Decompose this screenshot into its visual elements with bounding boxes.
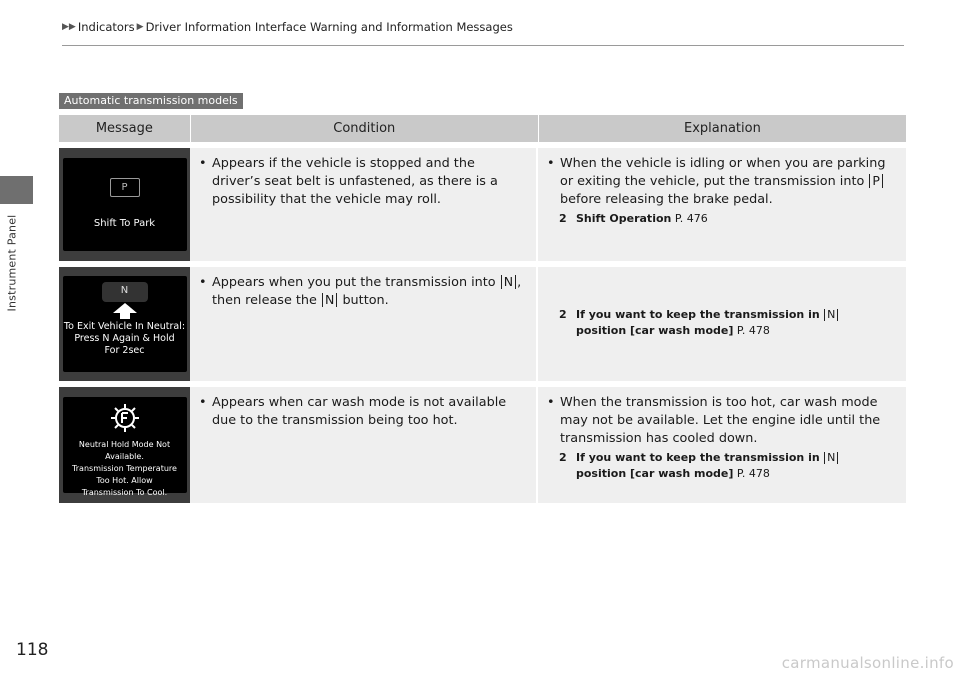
section-tab-marker [0,176,33,204]
condition-cell [190,387,538,503]
breadcrumb-arrow-icon: ▶ [136,22,144,32]
message-image-cell [59,267,190,381]
bullet-icon: • [547,395,555,410]
explanation-bullet [547,155,897,209]
key-n-icon: N [824,452,838,464]
key-p-icon: P [869,174,883,188]
up-arrow-icon [113,303,137,319]
bullet-icon: • [199,395,207,410]
gear-n-button-icon: N [102,282,148,302]
condition-bullet [199,394,527,430]
bullet-icon: • [199,156,207,171]
bullet-icon: • [547,156,555,171]
key-n-icon: N [824,309,838,321]
condition-text: Appears when car wash mode is not available due to the transmission being too hot. [212,395,507,428]
reference-arrow-icon: 2 [559,308,567,321]
key-n-icon: N [322,293,337,307]
key-n-icon: N [501,275,516,289]
breadcrumb-arrow-icon: ▶▶ [62,22,76,32]
header-message: Message [95,121,153,136]
message-image-cell [59,387,190,503]
explanation-cell [538,267,906,381]
table-row [59,267,906,381]
condition-bullet [199,155,527,209]
explanation-text: When the vehicle is idling or when you are parking or exiting the vehicle, put the transmission into P before releasing the brake pedal. [560,156,886,207]
neutral-hold-unavailable-display [63,397,187,497]
explanation-cell [538,387,906,503]
explanation-text: When the transmission is too hot, car wash mode may not be available. Let the engine idle until the transmission has cooled down. [560,395,881,446]
breadcrumb-part2[interactable]: Driver Information Interface Warning and Information Messages [145,20,513,34]
condition-cell [190,148,538,261]
table-row [59,148,906,261]
screen-text: To Exit Vehicle In Neutral: Press N Again & Hold For 2sec [63,321,186,356]
message-table [59,115,906,503]
breadcrumb-part1[interactable]: Indicators [77,20,135,34]
bullet-icon: • [199,275,207,290]
shift-to-park-display [63,158,187,251]
cross-reference-link[interactable]: 2 Shift Operation P. 476 [559,212,708,225]
explanation-cell [538,148,906,261]
cross-reference-link[interactable]: 2 If you want to keep the transmission in N position [car wash mode] P. 478 [547,307,897,339]
screen-text: Shift To Park [93,218,156,229]
page-number: 118 [16,640,49,660]
table-header [59,115,906,142]
gear-p-indicator-icon: P [110,178,140,197]
header-explanation: Explanation [683,121,761,136]
reference-arrow-icon: 2 [559,212,567,225]
explanation-bullet [547,394,897,448]
message-image-cell [59,148,190,261]
header-divider [62,45,904,46]
exit-neutral-display [63,276,187,372]
condition-cell [190,267,538,381]
breadcrumb [62,20,513,34]
screen-text: Neutral Hold Mode Not Available. Transmission Temperature Too Hot. Allow Transmission To Cool. [72,440,177,497]
condition-text: Appears if the vehicle is stopped and the driver’s seat belt is unfastened, as there is a possibility that the vehicle may roll. [212,156,498,207]
table-row [59,387,906,503]
transmission-temperature-icon [110,403,140,433]
sidebar-section-label: Instrument Panel [5,214,19,312]
reference-arrow-icon: 2 [559,451,567,464]
section-tag: Automatic transmission models [59,93,243,109]
condition-text: Appears when you put the transmission into N , then release the N button. [212,274,522,308]
condition-bullet [199,274,527,310]
cross-reference-link[interactable]: 2 If you want to keep the transmission in N position [car wash mode] P. 478 [547,450,897,482]
watermark: carmanualsonline.info [781,654,954,672]
header-condition: Condition [190,115,539,142]
